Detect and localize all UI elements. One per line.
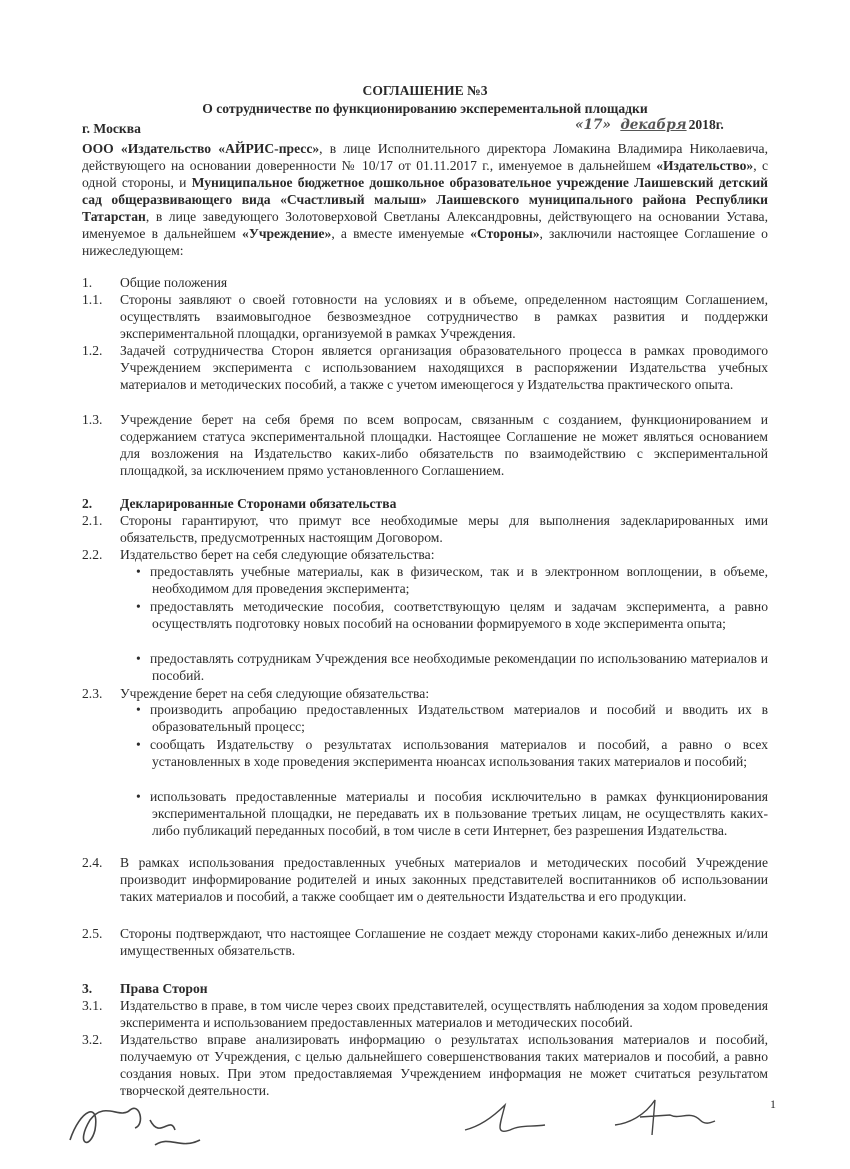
clause-text: Издательство в праве, в том числе через своих представителей, осуществлять наблюдения за ходом проведения эксперимента и использованием предоставленных материалов и методических пособий. bbox=[120, 998, 768, 1030]
preamble-text: , в лице Исполнительного директора Ломакина Владимира Николаевича, действующего на основании доверенности № 10/17 от 01.11.2017 г., именуемое в дальнейшем bbox=[82, 141, 768, 173]
clause bbox=[82, 1031, 768, 1099]
preamble-text: , заключили настоящее Соглашение о нижеследующем: bbox=[82, 226, 768, 258]
section-heading bbox=[82, 980, 768, 997]
preamble-text: , а вместе именуемые bbox=[331, 226, 471, 241]
clause bbox=[82, 546, 768, 563]
clause-text: Задачей сотрудничества Сторон является организация образовательного процесса в рамках проводимого Учреждением эксперимента с использованием находящихся в распоряжении Издательства учебных материалов и методических пособий, а также с учетом имеющегося у Издательства практического опыта. bbox=[120, 343, 768, 392]
bullet-item bbox=[120, 650, 768, 684]
clause-text: Стороны гарантируют, что примут все необходимые меры для выполнения задекларированных ими обязательств, предусмотренных настоящим Договором. bbox=[120, 513, 768, 545]
publisher-name: ООО «Издательство «АЙРИС-пресс» bbox=[82, 141, 320, 156]
clause-number: 2.5. bbox=[82, 926, 103, 941]
clause-number: 2.4. bbox=[82, 855, 103, 870]
clause-number: 3.1. bbox=[82, 998, 103, 1013]
bullet-item bbox=[120, 788, 768, 839]
date bbox=[575, 116, 724, 134]
clause-text: Учреждение берет на себя следующие обязательства: bbox=[120, 686, 430, 701]
clause-number: 3.2. bbox=[82, 1032, 103, 1047]
clause-number: 2.3. bbox=[82, 686, 103, 701]
clause-text: В рамках использования предоставленных учебных материалов и методических пособий Учреждение производит информирование родителей и иных законных представителей воспитанников об использовании таких материалов и пособий, а также сообщает им о деятельности Издательства и его продукции. bbox=[120, 855, 768, 904]
bullet-text: • сообщать Издательству о результатах использования материалов и пособий, а равно о всех установленных в ходе проведения эксперимента нюансах использования таких материалов и пособий; bbox=[136, 736, 768, 770]
clause bbox=[82, 997, 768, 1031]
clause-text: Стороны подтверждают, что настоящее Соглашение не создает между сторонами каких-либо денежных и/или имущественных обязательств. bbox=[120, 926, 768, 958]
section-title: Декларированные Сторонами обязательства bbox=[120, 496, 397, 511]
bullet-text: • производить апробацию предоставленных Издательством материалов и пособий и вводить их в образовательный процесс; bbox=[136, 701, 768, 735]
bullet-text: • предоставлять методические пособия, соответствующую целям и задачам эксперимента, а равно осуществлять подготовку новых пособий на основании формируемого в ходе эксперимента опыта; bbox=[136, 598, 768, 632]
section-title: Общие положения bbox=[120, 275, 228, 290]
date-year: 2018г. bbox=[688, 117, 724, 132]
section-heading bbox=[82, 274, 768, 291]
section-heading bbox=[82, 495, 768, 512]
bullet-item bbox=[120, 736, 768, 770]
preamble-text: , в лице заведующего Золотоверховой Светланы Александровны, действующего на основании Устава, именуемое в дальнейшем bbox=[82, 209, 768, 241]
parties-alias: «Стороны» bbox=[470, 226, 540, 241]
section-number: 2. bbox=[82, 496, 93, 511]
clause bbox=[82, 291, 768, 342]
clause-text: Учреждение берет на себя бремя по всем вопросам, связанным с созданием, функционированием и содержанием статуса экспериментальной площадки. Настоящее Соглашение не может являться основанием для возложения на Издательство каких-либо обязательств по взаимодействию с экспериментальной площадкой, за исключением прямо установленного Соглашением. bbox=[120, 412, 768, 478]
clause-text: Издательство вправе анализировать информацию о результатах использования материалов и пособий, получаемую от Учреждения, с целью дальнейшего совершенствования таких материалов и пособий, а равно создания новых. При этом предоставляемая Учреждением информация не может считаться результатом творческой деятельности. bbox=[120, 1032, 768, 1098]
preamble-text: , с одной стороны, и bbox=[82, 158, 768, 190]
clause bbox=[82, 685, 768, 702]
publisher-alias: «Издательство» bbox=[656, 158, 754, 173]
date-day: «17» bbox=[575, 117, 611, 133]
section-number: 1. bbox=[82, 275, 93, 290]
date-month: декабря bbox=[620, 117, 687, 133]
clause-number: 2.1. bbox=[82, 513, 103, 528]
institution-alias: «Учреждение» bbox=[242, 226, 332, 241]
clause-number: 2.2. bbox=[82, 547, 103, 562]
clause bbox=[82, 925, 768, 959]
signature-institution bbox=[60, 1090, 210, 1160]
bullet-text: • предоставлять сотрудникам Учреждения все необходимые рекомендации по использованию материалов и пособий. bbox=[136, 650, 768, 684]
clause-text: Стороны заявляют о своей готовности на условиях и в объеме, определенном настоящим Соглашением, осуществлять взаимовыгодное безвозмездное сотрудничество в рамках развития и поддержки экспериментальной площадки, организуемой в рамках Учреждения. bbox=[120, 292, 768, 341]
clause bbox=[82, 512, 768, 546]
signature-publisher bbox=[460, 1095, 550, 1145]
section-number: 3. bbox=[82, 981, 93, 996]
clause-number: 1.1. bbox=[82, 292, 103, 307]
preamble bbox=[82, 140, 768, 259]
clause bbox=[82, 411, 768, 479]
bullet-text: • использовать предоставленные материалы и пособия исключительно в рамках функционирования экспериментальной площадки, не передавать их в пользование третьих лицам, не осуществлять каких-либо публикаций переданных пособий, в том числе в сети Интернет, без разрешения Издательства. bbox=[136, 788, 768, 839]
city: г. Москва bbox=[82, 121, 141, 136]
clause-number: 1.3. bbox=[82, 412, 103, 427]
clause bbox=[82, 854, 768, 905]
document-title: СОГЛАШЕНИЕ №3 bbox=[362, 83, 488, 98]
institution-name: Муниципальное бюджетное дошкольное образовательное учреждение Лаишевский детский сад общеразвивающего вида «Счастливый малыш» Лаишевского муниципального района Республики Татарстан bbox=[82, 175, 768, 224]
bullet-item bbox=[120, 563, 768, 597]
bullet-item bbox=[120, 598, 768, 632]
clause-text: Издательство берет на себя следующие обязательства: bbox=[120, 547, 435, 562]
signature-director bbox=[610, 1095, 720, 1145]
clause bbox=[82, 342, 768, 393]
section-title: Права Сторон bbox=[120, 981, 208, 996]
clause-number: 1.2. bbox=[82, 343, 103, 358]
bullet-text: • предоставлять учебные материалы, как в физическом, так и в электронном воплощении, в объеме, необходимом для проведения эксперимента; bbox=[136, 563, 768, 597]
document-subtitle: О сотрудничестве по функционированию эксперементальной площадки bbox=[202, 101, 648, 116]
page-number: 1 bbox=[770, 1097, 776, 1111]
bullet-item bbox=[120, 701, 768, 735]
